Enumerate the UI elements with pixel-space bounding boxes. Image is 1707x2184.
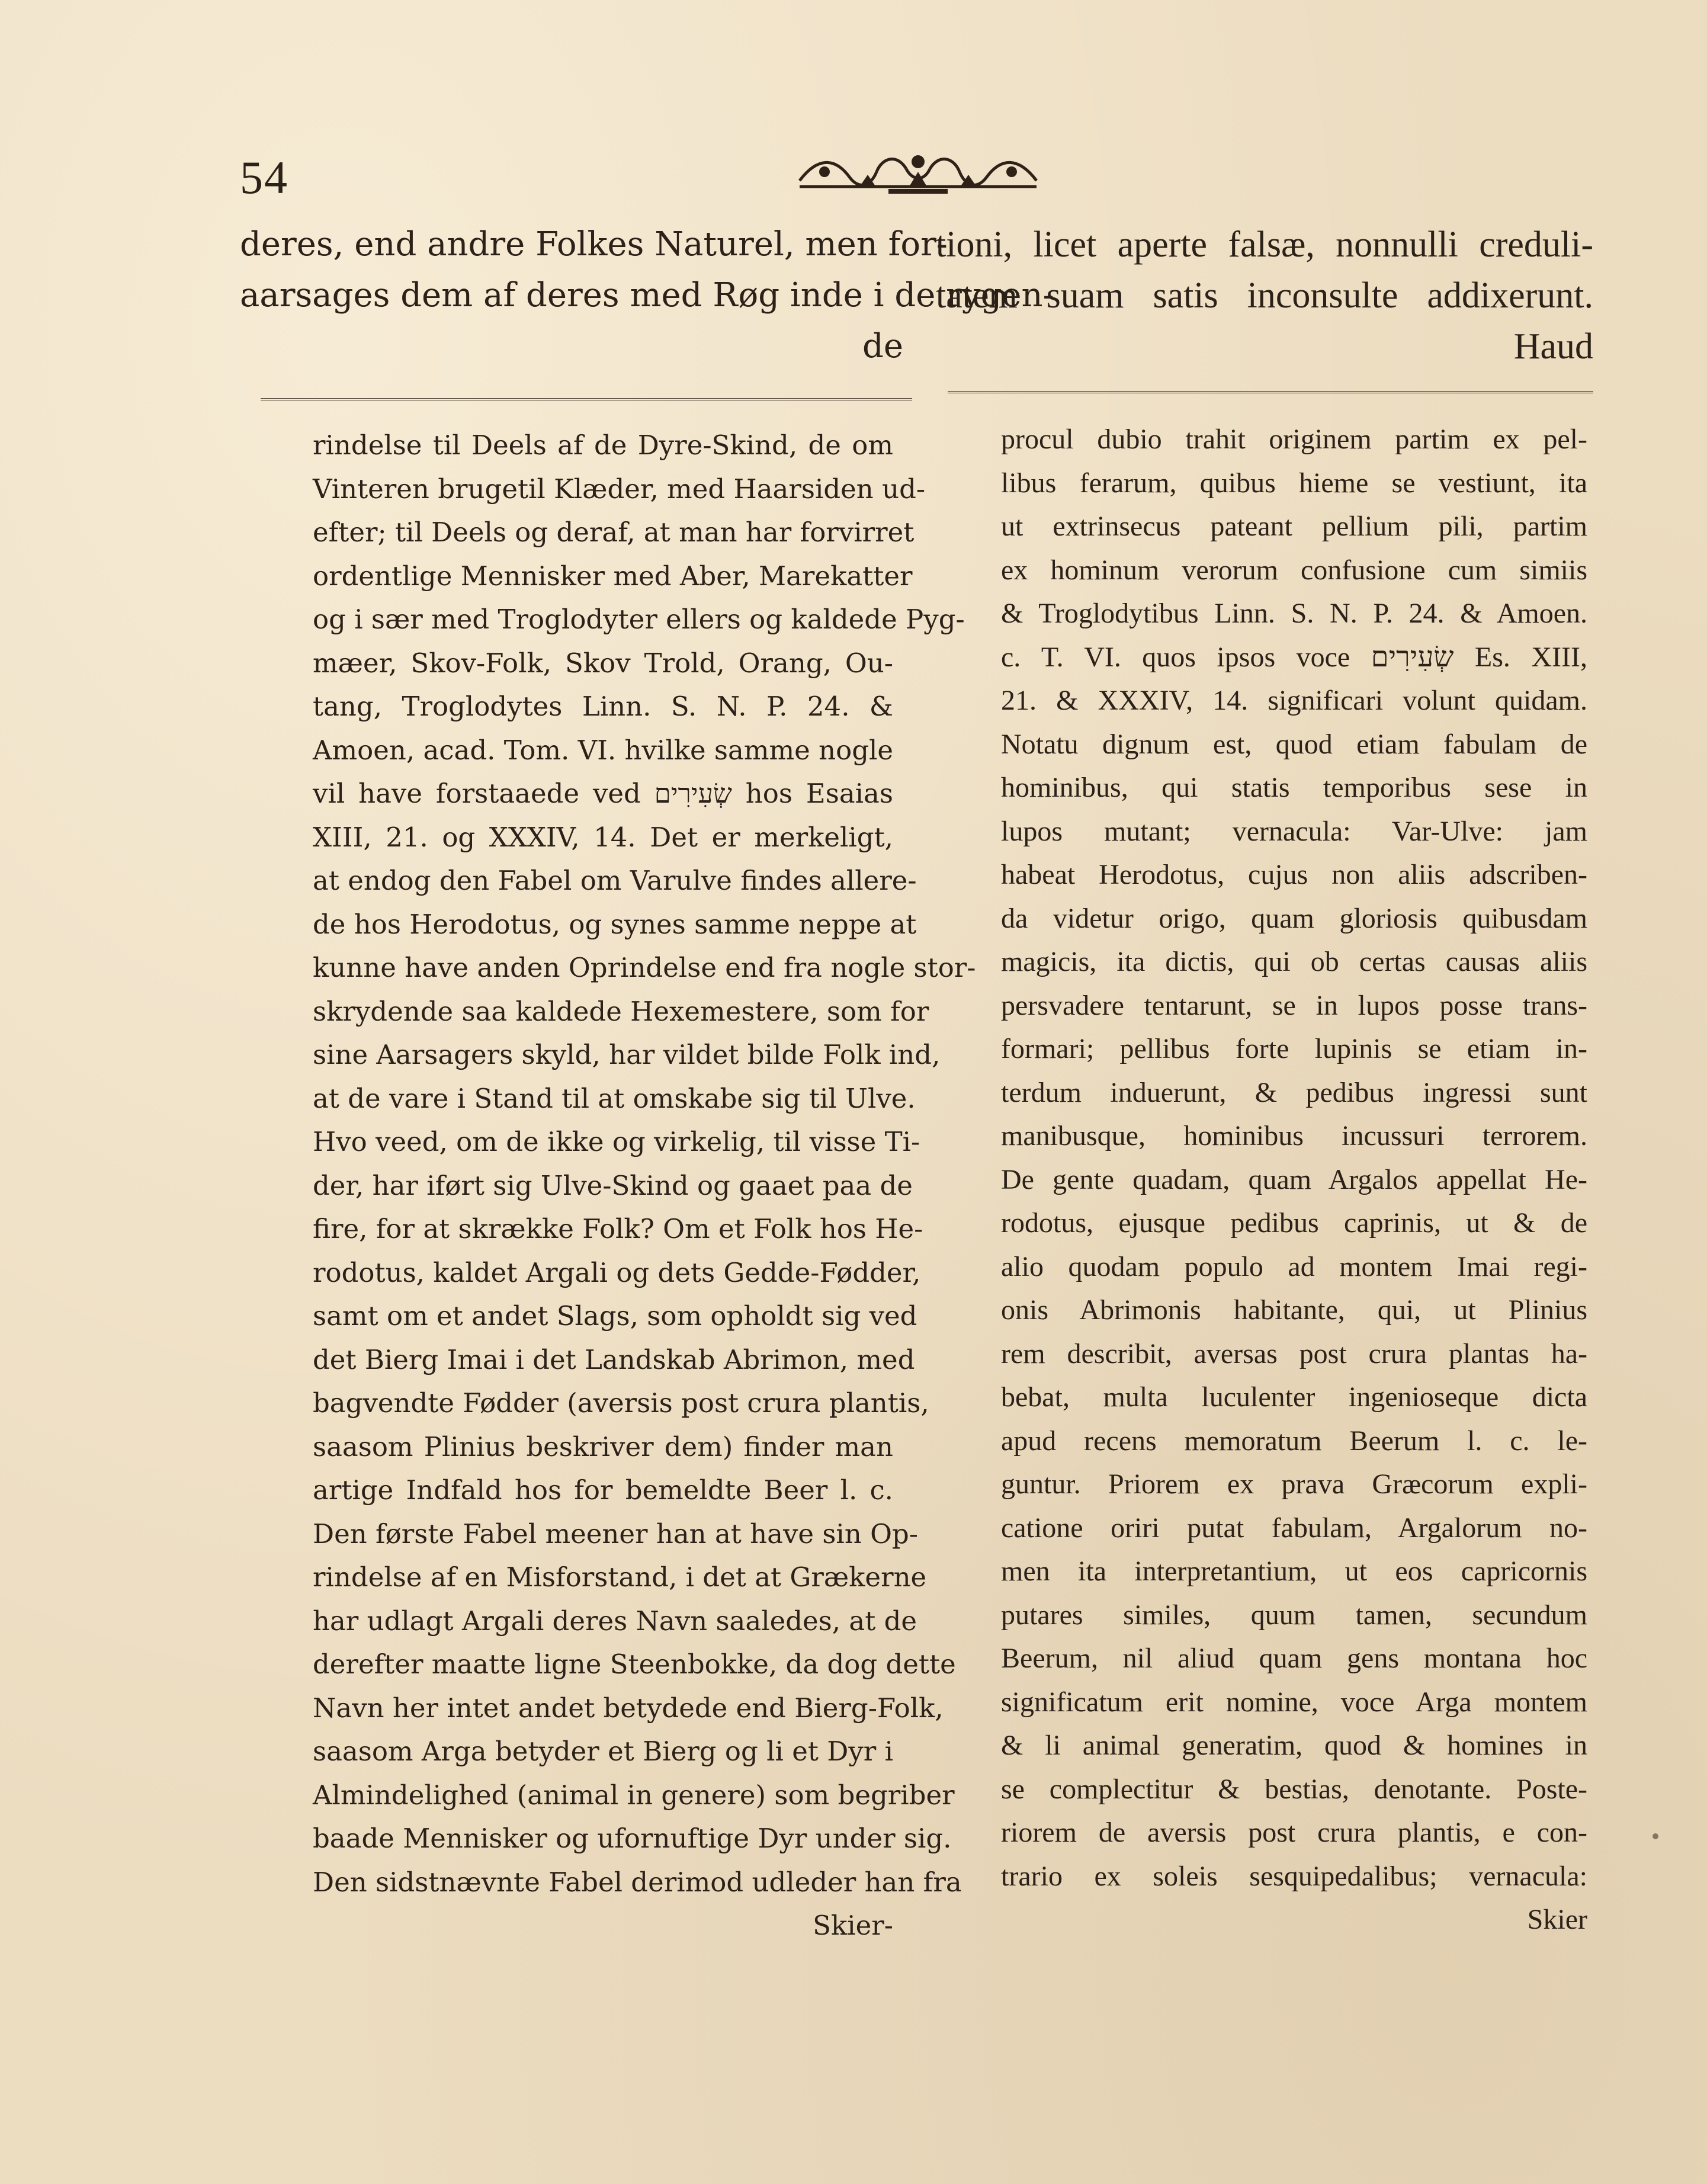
text-line: derefter maatte ligne Steenbokke, da dog dette xyxy=(313,1649,956,1680)
text-line: bagvendte Fødder (aversis post crura plantis, xyxy=(313,1387,929,1419)
text-line: sine Aarsagers skyld, har vildet bilde Folk ind, xyxy=(313,1039,941,1070)
text-line: Hvo veed, om de ikke og virkelig, til visse Ti- xyxy=(313,1126,920,1157)
text-line: significatum erit nomine, voce Arga montem xyxy=(1001,1686,1587,1718)
text-line: catione oriri putat fabulam, Argalorum no- xyxy=(1001,1512,1587,1544)
danish-footnote-column xyxy=(313,424,976,1948)
text-line: alio quodam populo ad montem Imai regi- xyxy=(1001,1250,1587,1282)
text-line: manibusque, hominibus incussuri terrorem. xyxy=(1001,1120,1587,1152)
catchword: Haud xyxy=(1513,326,1593,367)
text-line: at endog den Fabel om Varulve findes allere- xyxy=(313,865,917,896)
text-line: riorem de aversis post crura plantis, e con- xyxy=(1001,1817,1587,1848)
ink-spot xyxy=(1653,1833,1658,1839)
text-line: terdum induerunt, & pedibus ingressi sunt xyxy=(1001,1076,1587,1108)
text-line: rodotus, ejusque pedibus caprinis, ut & de xyxy=(1001,1207,1587,1239)
text-line: & Troglodytibus Linn. S. N. P. 24. & Amoen. xyxy=(1001,598,1587,629)
text-line: ut extrinsecus pateant pellium pili, partim xyxy=(1001,511,1587,542)
floral-headpiece-ornament-icon xyxy=(794,145,1042,198)
text-line: ordentlige Mennisker med Aber, Marekatter xyxy=(313,560,913,592)
text-line: og i sær med Troglodyter ellers og kaldede Pyg- xyxy=(313,604,965,635)
text-line: Amoen, acad. Tom. VI. hvilke samme nogle xyxy=(313,734,894,766)
text-line: men ita interpretantium, ut eos capricornis xyxy=(1001,1556,1587,1587)
text-line: onis Abrimonis habitante, qui, ut Plinius xyxy=(1001,1294,1587,1326)
text-line: guntur. Priorem ex prava Græcorum expli- xyxy=(1001,1468,1587,1500)
text-line: hominibus, qui statis temporibus sese in xyxy=(1001,772,1587,803)
text-line: kunne have anden Oprindelse end fra nogle stor- xyxy=(313,952,976,983)
text-line: saasom Plinius beskriver dem) finder man xyxy=(313,1431,893,1463)
text-line: rodotus, kaldet Argali og dets Gedde-Fødder, xyxy=(313,1256,921,1288)
danish-header-continuation xyxy=(240,219,1054,372)
text-line: Notatu dignum est, quod etiam fabulam de xyxy=(1001,728,1587,760)
text-line: Almindelighed (animal in genere) som begriber xyxy=(313,1779,955,1811)
text-line: rindelse til Deels af de Dyre-Skind, de om xyxy=(313,429,893,461)
text-line: tioni, licet aperte falsæ, nonnulli creduli- xyxy=(936,225,1593,265)
text-line: har udlagt Argali deres Navn saaledes, at de xyxy=(313,1605,917,1637)
text-line: der, har iført sig Ulve-Skind og gaaet paa de xyxy=(313,1169,913,1201)
text-line: & li animal generatim, quod & homines in xyxy=(1001,1730,1587,1761)
text-line: aarsages dem af deres med Røg inde i de rygen- xyxy=(240,276,1054,315)
text-line: samt om et andet Slags, som opholdt sig ved xyxy=(313,1300,917,1332)
text-line: persvadere tentarunt, se in lupos posse trans- xyxy=(1001,989,1587,1021)
section-divider-rule xyxy=(261,398,912,400)
text-line: artige Indfald hos for bemeldte Beer l. c. xyxy=(313,1474,893,1506)
text-line: habeat Herodotus, cujus non aliis adscriben- xyxy=(1001,859,1587,890)
text-line: skrydende saa kaldede Hexemestere, som for xyxy=(313,995,929,1027)
text-line: putares similes, quum tamen, secundum xyxy=(1001,1599,1587,1631)
text-line: magicis, ita dictis, qui ob certas causas aliis xyxy=(1001,946,1587,977)
text-line: 21. & XXXIV, 14. significari volunt quidam. xyxy=(1001,685,1587,716)
text-line: De gente quadam, quam Argalos appellat He- xyxy=(1001,1163,1587,1195)
text-line: de hos Herodotus, og synes samme neppe at xyxy=(313,908,917,940)
text-line: efter; til Deels og deraf, at man har forvirret xyxy=(313,517,915,548)
text-line: c. T. VI. quos ipsos voce שְׂעִירִים Es. XIII, xyxy=(1001,641,1587,673)
text-line: saasom Arga betyder et Bierg og li et Dyr i xyxy=(313,1736,893,1767)
text-line: Den første Fabel meener han at have sin Op- xyxy=(313,1518,919,1550)
text-line: vil have forstaaede ved שְׂעִירִים hos Esaias xyxy=(313,778,893,809)
text-line: lupos mutant; vernacula: Var-Ulve: jam xyxy=(1001,815,1587,847)
text-line: se complectitur & bestias, denotante. Poste- xyxy=(1001,1773,1587,1805)
page-number: 54 xyxy=(240,152,288,203)
text-line: at de vare i Stand til at omskabe sig til Ulve. xyxy=(313,1082,916,1114)
text-line: apud recens memoratum Beerum l. c. le- xyxy=(1001,1425,1587,1457)
text-line: mæer, Skov-Folk, Skov Trold, Orang, Ou- xyxy=(313,647,893,679)
text-line: rindelse af en Misforstand, i det at Grækerne xyxy=(313,1561,927,1593)
text-line: Beerum, nil aliud quam gens montana hoc xyxy=(1001,1643,1587,1674)
text-line: rem describit, aversas post crura plantas ha- xyxy=(1001,1338,1587,1370)
text-line: tatem suam satis inconsulte addixerunt. xyxy=(936,275,1593,316)
text-line: baade Mennisker og ufornuftige Dyr under sig. xyxy=(313,1823,952,1854)
text-line: trario ex soleis sesquipedalibus; vernacula: xyxy=(1001,1860,1587,1892)
latin-footnote-column xyxy=(1001,418,1587,1942)
text-line: fire, for at skrække Folk? Om et Folk hos He- xyxy=(313,1213,923,1245)
text-line: formari; pellibus forte lupinis se etiam in- xyxy=(1001,1033,1587,1064)
text-line: deres, end andre Folkes Naturel, men for- xyxy=(240,225,948,264)
text-line: XIII, 21. og XXXIV, 14. Det er merkeligt, xyxy=(313,821,893,853)
text-line: procul dubio trahit originem partim ex pel- xyxy=(1001,424,1587,455)
text-line: tang, Troglodytes Linn. S. N. P. 24. & xyxy=(313,691,893,722)
text-line: det Bierg Imai i det Landskab Abrimon, med xyxy=(313,1343,915,1375)
text-line: Vinteren brugetil Klæder, med Haarsiden ud- xyxy=(313,473,926,505)
text-line: da videtur origo, quam gloriosis quibusdam xyxy=(1001,902,1587,934)
catchword: Skier- xyxy=(813,1910,893,1941)
text-line: bebat, multa luculenter ingenioseque dicta xyxy=(1001,1381,1587,1413)
section-divider-rule xyxy=(948,391,1593,393)
catchword: de xyxy=(862,327,903,365)
text-line: Den sidstnævnte Fabel derimod udleder han fra xyxy=(313,1866,962,1898)
catchword: Skier xyxy=(1527,1904,1587,1935)
text-line: ex hominum verorum confusione cum simiis xyxy=(1001,554,1587,586)
text-line: Navn her intet andet betydede end Bierg-Folk, xyxy=(313,1692,944,1724)
text-line: libus ferarum, quibus hieme se vestiunt, ita xyxy=(1001,467,1587,499)
latin-header-continuation xyxy=(936,219,1593,372)
